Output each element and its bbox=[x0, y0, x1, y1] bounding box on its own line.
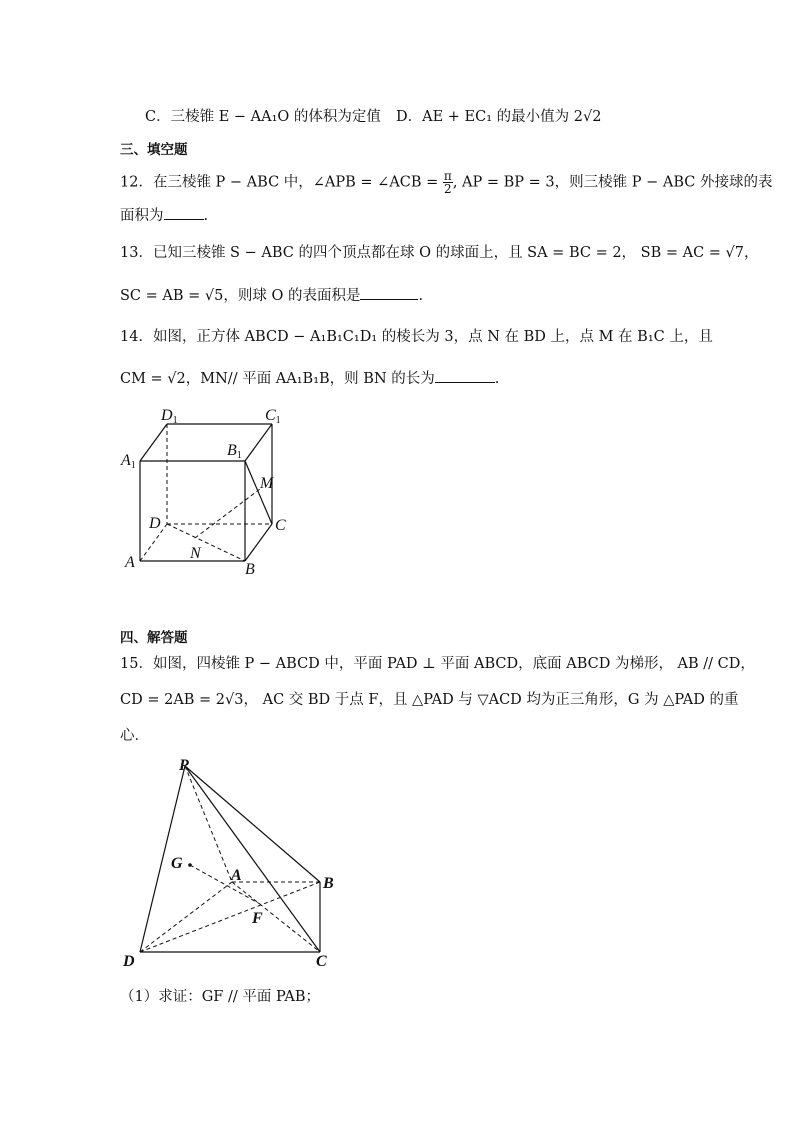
section-solution-title: 四、解答题 bbox=[120, 630, 188, 646]
edge-b1-c1 bbox=[245, 424, 272, 461]
option-c-text: C．三棱锥 E − AA₁O 的体积为定值 bbox=[145, 109, 381, 125]
question-12-line-2 bbox=[120, 205, 208, 227]
edge-p-b bbox=[185, 766, 320, 882]
question-13-line-2 bbox=[120, 285, 423, 307]
label-d: D bbox=[123, 953, 135, 970]
period: . bbox=[418, 288, 424, 304]
label-d: D bbox=[149, 515, 161, 532]
hidden-diagonal-d-b bbox=[140, 882, 320, 952]
hidden-segment-n-m bbox=[195, 489, 260, 538]
question-14-text-b: CM = √2，MN// 平面 AA₁B₁B，则 BN 的长为 bbox=[120, 371, 435, 387]
hidden-segment-g-f bbox=[190, 865, 260, 904]
label-p: P bbox=[179, 757, 189, 774]
label-a: A bbox=[231, 867, 242, 884]
label-a1: A1 bbox=[121, 452, 136, 471]
point-g bbox=[188, 863, 192, 867]
period: . bbox=[203, 208, 209, 224]
question-15-part-1 bbox=[120, 986, 320, 1008]
question-15-text-b: CD = 2AB = 2√3， AC 交 BD 于点 F，且 △PAD 与 ▽ACD 均为正三角形，G 为 △PAD 的重 bbox=[120, 692, 739, 708]
question-12-line-1 bbox=[120, 170, 772, 195]
label-a: A bbox=[125, 554, 135, 571]
label-n: N bbox=[190, 545, 201, 562]
edge-b-c bbox=[245, 524, 272, 561]
label-b: B bbox=[245, 561, 255, 578]
answer-blank bbox=[435, 368, 495, 383]
label-f: F bbox=[252, 910, 263, 927]
label-m: M bbox=[260, 475, 274, 492]
fraction-denominator: 2 bbox=[444, 182, 452, 196]
hidden-edge-p-a bbox=[185, 766, 232, 882]
question-15-line-1 bbox=[120, 653, 755, 675]
question-12-text-b: , AP = BP = 3，则三棱锥 P − ABC 外接球的表 bbox=[452, 174, 773, 191]
answer-blank bbox=[360, 285, 418, 300]
question-13-line-1 bbox=[120, 242, 759, 264]
label-c1: C1 bbox=[265, 407, 281, 426]
edge-a1-d1 bbox=[140, 424, 167, 461]
question-14-line-2 bbox=[120, 368, 499, 390]
option-c bbox=[145, 106, 381, 128]
hidden-diagonal-d-b bbox=[167, 524, 245, 561]
answer-blank bbox=[164, 205, 204, 220]
label-b: B bbox=[323, 875, 334, 892]
label-d1: D1 bbox=[161, 407, 178, 426]
question-14-line-1 bbox=[120, 326, 713, 348]
question-15-text-c: 心． bbox=[120, 728, 149, 744]
question-12-text-a: 12．在三棱锥 P − ABC 中，∠APB = ∠ACB = bbox=[120, 174, 443, 191]
option-d-text: D．AE + EC₁ 的最小值为 2√2 bbox=[396, 109, 602, 125]
question-14-text-a: 14．如图，正方体 ABCD − A₁B₁C₁D₁ 的棱长为 3，点 N 在 BD 上，点 M 在 B₁C 上，且 bbox=[120, 329, 713, 345]
period: . bbox=[494, 371, 500, 387]
section-fill-in-title: 三、填空题 bbox=[120, 142, 188, 158]
label-c: C bbox=[316, 953, 327, 970]
cube-figure bbox=[115, 400, 315, 590]
question-12-text-c: 面积为 bbox=[120, 208, 164, 224]
question-15-part-1-text: （1）求证：GF // 平面 PAB； bbox=[120, 989, 321, 1005]
question-15-text-a: 15．如图，四棱锥 P − ABCD 中，平面 PAD ⊥ 平面 ABCD，底面 ABCD 为梯形， AB // CD， bbox=[120, 656, 755, 672]
question-15-line-3 bbox=[120, 725, 149, 747]
segment-b1-c bbox=[245, 461, 272, 524]
option-d bbox=[396, 106, 601, 128]
question-13-text-a: 13．已知三棱锥 S − ABC 的四个顶点都在球 O 的球面上，且 SA = BC = 2， SB = AC = √7， bbox=[120, 245, 759, 261]
pyramid-figure bbox=[115, 752, 355, 972]
label-g: G bbox=[171, 855, 183, 872]
fraction-numerator: π bbox=[443, 169, 452, 183]
question-15-line-2 bbox=[120, 689, 739, 711]
pi-over-2-fraction bbox=[443, 170, 453, 195]
label-b1: B1 bbox=[227, 442, 242, 461]
label-c: C bbox=[275, 517, 286, 534]
hidden-diagonal-a-c bbox=[232, 882, 320, 952]
question-13-text-b: SC = AB = √5，则球 O 的表面积是 bbox=[120, 288, 361, 304]
